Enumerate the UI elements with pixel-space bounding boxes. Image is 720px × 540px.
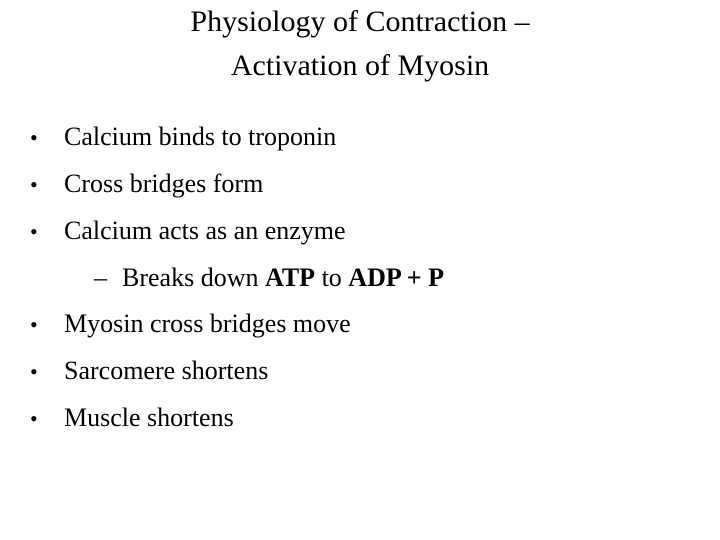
- sub-bullet-bold-adp: ADP + P: [348, 263, 444, 292]
- title-line-2: Activation of Myosin: [230, 49, 490, 82]
- sub-bullet-marker: –: [94, 263, 107, 292]
- bullet-text: Calcium acts as an enzyme: [64, 216, 346, 245]
- sub-bullet-item: [30, 255, 710, 301]
- bullet-list: [30, 114, 710, 442]
- bullet-text: Cross bridges form: [64, 169, 264, 198]
- bullet-text: Myosin cross bridges move: [64, 309, 351, 338]
- bullet-item: [30, 301, 710, 348]
- bullet-marker: •: [30, 172, 38, 197]
- bullet-item: [30, 161, 710, 208]
- sub-bullet-text-mid: to: [315, 263, 349, 292]
- bullet-marker: •: [30, 406, 38, 431]
- bullet-marker: •: [30, 125, 38, 150]
- bullet-item: [30, 348, 710, 395]
- bullet-marker: •: [30, 359, 38, 384]
- slide-title: [0, 0, 720, 88]
- title-line-1: Physiology of Contraction –: [190, 5, 530, 38]
- bullet-text: Calcium binds to troponin: [64, 122, 337, 151]
- bullet-text: Muscle shortens: [64, 403, 234, 432]
- bullet-item: [30, 395, 710, 442]
- bullet-item: [30, 208, 710, 255]
- bullet-item: [30, 114, 710, 161]
- sub-bullet-text-before: Breaks down: [122, 263, 265, 292]
- sub-bullet-bold-atp: ATP: [264, 263, 316, 292]
- bullet-marker: •: [30, 312, 38, 337]
- bullet-marker: •: [30, 219, 38, 244]
- bullet-text: Sarcomere shortens: [64, 356, 269, 385]
